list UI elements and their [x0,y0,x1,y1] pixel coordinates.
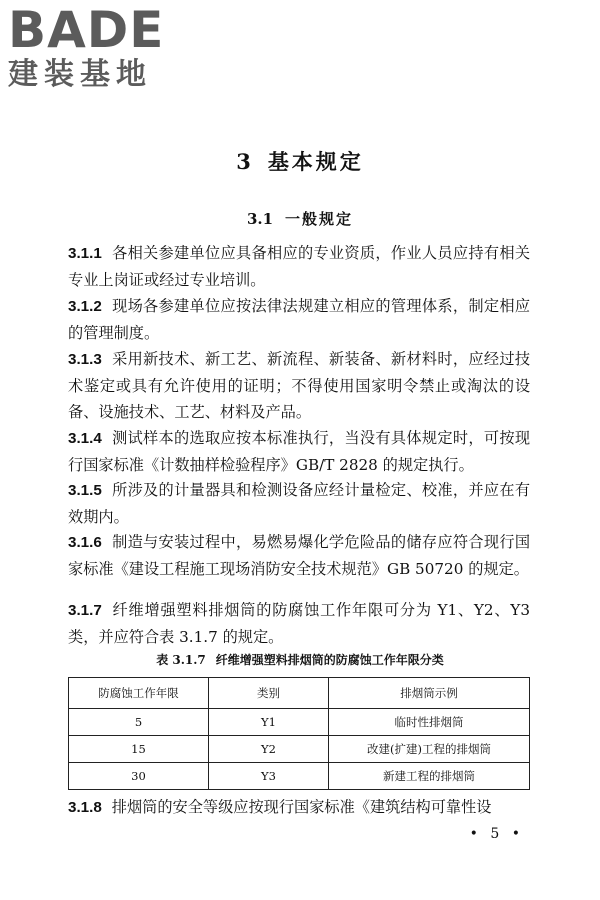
table-row [69,763,530,790]
clause-number: 3.1.7 [68,602,102,619]
table-header-row [69,678,530,709]
clause-text: 测试样本的选取应按本标准执行，当没有具体规定时，可按现行国家标准《计数抽样检验程序》GB/T 2828 的规定执行。 [68,429,530,474]
clause-number: 3.1.2 [68,298,102,315]
clause-number: 3.1.6 [68,534,102,551]
clause-3-1-8 [68,794,530,821]
clause-3-1-1 [68,240,530,293]
clause-text: 各相关参建单位应具备相应的专业资质，作业人员应持有相关专业上岗证或经过专业培训。 [68,244,530,289]
section-title [0,208,600,229]
section-title-text: 一般规定 [285,210,354,228]
cell-example: 新建工程的排烟筒 [329,763,530,790]
clause-3-1-2 [68,293,530,346]
logo-wordmark: BADE [8,1,165,59]
clause-3-1-7 [68,597,530,650]
cell-category: Y1 [209,709,329,736]
header-service-life: 防腐蚀工作年限 [69,678,209,709]
cell-example: 改建(扩建)工程的排烟筒 [329,736,530,763]
table-row [69,709,530,736]
table-number: 表 3.1.7 [156,653,206,667]
clause-text: 纤维增强塑料排烟筒的防腐蚀工作年限可分为 Y1、Y2、Y3 类，并应符合表 3.1.7 的规定。 [68,601,530,646]
clause-number: 3.1.1 [68,245,102,262]
header-category: 类别 [209,678,329,709]
cell-service-life: 30 [69,763,209,790]
section-number: 3.1 [246,210,274,228]
clause-3-1-6 [68,529,530,582]
chapter-title-text: 基本规定 [267,149,364,174]
clause-text: 所涉及的计量器具和检测设备应经计量检定、校准，并应在有效期内。 [68,481,530,526]
chapter-title [0,146,600,176]
clause-3-1-5 [68,477,530,530]
clause-text: 排烟筒的安全等级应按现行国家标准《建筑结构可靠性设 [111,798,492,816]
brand-logo [8,1,178,92]
clause-text: 制造与安装过程中，易燃易爆化学危险品的储存应符合现行国家标准《建设工程施工现场消防安全技术规范》GB 50720 的规定。 [68,533,530,578]
logo-subtitle: 建装基地 [8,57,152,92]
page-number: • 5 • [469,826,524,842]
clause-text: 现场各参建单位应按法律法规建立相应的管理体系，制定相应的管理制度。 [68,297,530,342]
table-caption [0,651,600,668]
clause-3-1-4 [68,425,530,478]
clause-number: 3.1.5 [68,482,102,499]
chapter-number: 3 [236,149,254,174]
cell-service-life: 15 [69,736,209,763]
clause-number: 3.1.3 [68,351,102,368]
clause-3-1-3 [68,346,530,425]
clause-text: 采用新技术、新工艺、新流程、新装备、新材料时，应经过技术鉴定或具有允许使用的证明；不得使用国家明令禁止或淘汰的设备、设施技术、工艺、材料及产品。 [68,350,530,421]
cell-example: 临时性排烟筒 [329,709,530,736]
clause-number: 3.1.4 [68,430,102,447]
clause-number: 3.1.8 [68,799,102,816]
cell-service-life: 5 [69,709,209,736]
cell-category: Y2 [209,736,329,763]
cell-category: Y3 [209,763,329,790]
header-example: 排烟筒示例 [329,678,530,709]
table-title: 纤维增强塑料排烟筒的防腐蚀工作年限分类 [215,653,444,667]
table-row [69,736,530,763]
corrosion-service-life-table [68,677,530,790]
